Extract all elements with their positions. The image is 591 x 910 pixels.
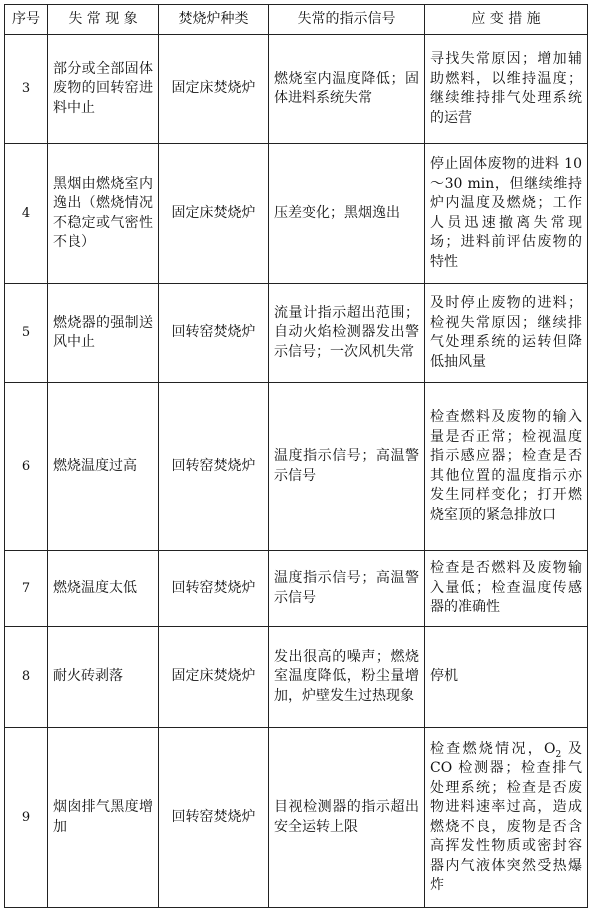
- row-no: 9: [5, 728, 48, 908]
- row-signal: 目视检测器的指示超出安全运转上限: [269, 728, 425, 908]
- table-row: [5, 627, 588, 728]
- row-measure: [425, 728, 588, 908]
- row-measure: 寻找失常原因；增加辅助燃料，以维持温度；继续维持排气处理系统的运营: [425, 35, 588, 144]
- subscript-two: 2: [555, 749, 562, 760]
- table-row: [5, 728, 588, 908]
- header-measure: 应 变 措 施: [425, 5, 588, 35]
- row-measure: 停止固体废物的进料 10～30 min，但继续维持炉内温度及燃烧；工作人员迅速撤离失常现场；进料前评估废物的特性: [425, 144, 588, 284]
- row-phenomenon: 部分或全部固体废物的回转窑进料中止: [48, 35, 159, 144]
- row-phenomenon: 黑烟由燃烧室内逸出（燃烧情况不稳定或气密性不良）: [48, 144, 159, 284]
- row-signal: 温度指示信号；高温警示信号: [269, 551, 425, 627]
- header-furnace: 焚烧炉种类: [159, 5, 269, 35]
- row-no: 6: [5, 383, 48, 551]
- row-furnace: 回转窑焚烧炉: [159, 551, 269, 627]
- row-no: 4: [5, 144, 48, 284]
- row-measure: 停机: [425, 627, 588, 728]
- row-signal: 温度指示信号；高温警示信号: [269, 383, 425, 551]
- row-furnace: 固定床焚烧炉: [159, 627, 269, 728]
- table-row: [5, 144, 588, 284]
- row-phenomenon: 耐火砖剥落: [48, 627, 159, 728]
- row-furnace: 固定床焚烧炉: [159, 144, 269, 284]
- row-phenomenon: 燃烧温度太低: [48, 551, 159, 627]
- row-no: 7: [5, 551, 48, 627]
- row-signal: 压差变化；黑烟逸出: [269, 144, 425, 284]
- row-no: 5: [5, 284, 48, 383]
- table-row: [5, 35, 588, 144]
- row-measure: 检查是否燃料及废物输入量低；检查温度传感器的准确性: [425, 551, 588, 627]
- row-no: 8: [5, 627, 48, 728]
- row-measure: 检查燃料及废物的输入量是否正常；检视温度指示感应器；检查是否其他位置的温度指示亦发生同样变化；打开燃烧室顶的紧急排放口: [425, 383, 588, 551]
- table-row: [5, 551, 588, 627]
- measure-text-part: 及 CO 检测器；检查排气处理系统；检查是否废物进料速率过高，造成燃烧不良，废物是否含高挥发性物质或密封容器内气液体突然受热爆炸: [430, 740, 582, 893]
- row-no: 3: [5, 35, 48, 144]
- row-furnace: 回转窑焚烧炉: [159, 284, 269, 383]
- row-furnace: 回转窑焚烧炉: [159, 383, 269, 551]
- table-header-row: [5, 5, 588, 35]
- header-phenomenon: 失 常 现 象: [48, 5, 159, 35]
- table-row: [5, 284, 588, 383]
- header-signal: 失常的指示信号: [269, 5, 425, 35]
- row-furnace: 回转窑焚烧炉: [159, 728, 269, 908]
- header-no: 序号: [5, 5, 48, 35]
- row-measure: 及时停止废物的进料；检视失常原因；继续排气处理系统的运转但降低抽风量: [425, 284, 588, 383]
- incinerator-fault-table: [4, 4, 588, 908]
- row-phenomenon: 烟囱排气黑度增加: [48, 728, 159, 908]
- measure-text-part: 检查燃烧情况，O: [430, 740, 556, 757]
- table-row: [5, 383, 588, 551]
- row-signal: 燃烧室内温度降低；固体进料系统失常: [269, 35, 425, 144]
- row-phenomenon: 燃烧温度过高: [48, 383, 159, 551]
- row-furnace: 固定床焚烧炉: [159, 35, 269, 144]
- row-phenomenon: 燃烧器的强制送风中止: [48, 284, 159, 383]
- row-signal: 发出很高的噪声；燃烧室温度降低，粉尘量增加，炉壁发生过热现象: [269, 627, 425, 728]
- row-signal: 流量计指示超出范围；自动火焰检测器发出警示信号；一次风机失常: [269, 284, 425, 383]
